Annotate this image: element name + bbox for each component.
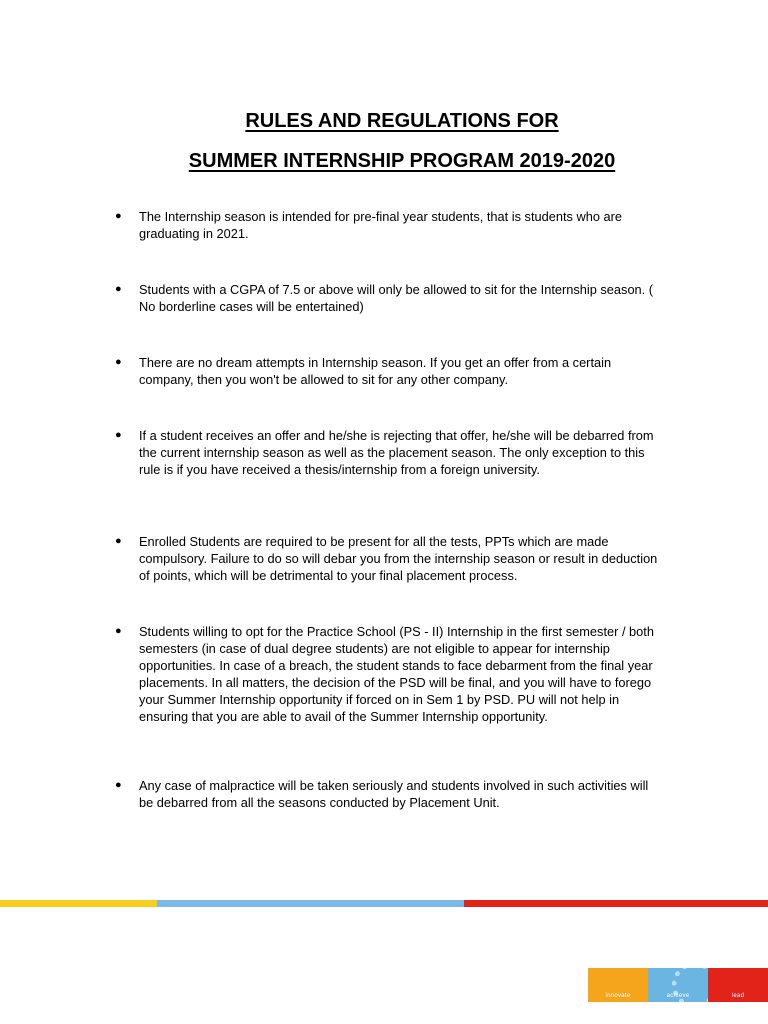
logo-segment-orange <box>588 968 648 1002</box>
rule-item <box>115 427 660 478</box>
rule-item <box>115 208 660 242</box>
rule-text: There are no dream attempts in Internship season. If you get an offer from a certain company, then you won't be allowed to sit for any other company. <box>139 355 612 387</box>
rule-text: Students with a CGPA of 7.5 or above will only be allowed to sit for the Internship season. ( No borderline cases will be entertained) <box>139 282 654 314</box>
rule-text: The Internship season is intended for pre-final year students, that is students who are graduating in 2021. <box>139 209 623 241</box>
logo-segment-blue <box>648 968 708 1002</box>
logo-word-innovate: innovate <box>605 993 631 999</box>
bullet-icon: ● <box>115 625 122 637</box>
rule-item <box>115 533 660 584</box>
logo-word-lead: lead <box>731 993 745 999</box>
bullet-icon: ● <box>115 283 122 295</box>
bullet-icon: ● <box>115 429 122 441</box>
university-logo <box>588 968 768 1002</box>
rule-item <box>115 623 660 725</box>
rule-item <box>115 354 660 388</box>
footer-stripe-yellow <box>0 900 157 907</box>
rule-item <box>115 281 660 315</box>
rule-text: Any case of malpractice will be taken seriously and students involved in such activities will be debarred from all the seasons conducted by Placement Unit. <box>139 778 649 810</box>
logo-segment-red <box>708 968 768 1002</box>
rule-text: Enrolled Students are required to be present for all the tests, PPTs which are made compulsory. Failure to do so will debar you from the internship season or result in deduction of points, which will be detrimental to your final placement process. <box>139 534 658 583</box>
rule-text: If a student receives an offer and he/she is rejecting that offer, he/she will be debarred from the current internship season as well as the placement season. The only exception to this rule is if you have received a thesis/internship from a foreign university. <box>139 428 654 477</box>
footer-stripe-red <box>464 900 768 907</box>
title-line-2: SUMMER INTERNSHIP PROGRAM 2019-2020 <box>188 150 616 172</box>
rule-text: Students willing to opt for the Practice School (PS - II) Internship in the first semester / both semesters (in case of dual degree students) are not eligible to appear for internship opportunities. In case of a breach, the student stands to face debarment from the final year placements. In all matters, the decision of the PSD will be final, and you will have to forego your Summer Internship opportunity if forced on in Sem 1 by PSD. PU will not help in ensuring that you are able to avail of the Summer Internship opportunity. <box>139 624 654 724</box>
footer-stripe-blue <box>157 900 464 907</box>
bullet-icon: ● <box>115 779 122 791</box>
title-line-1: RULES AND REGULATIONS FOR <box>245 110 559 132</box>
bullet-icon: ● <box>115 356 122 368</box>
document-title <box>0 101 768 181</box>
bullet-icon: ● <box>115 535 122 547</box>
rule-item <box>115 777 660 811</box>
bullet-icon: ● <box>115 210 122 222</box>
logo-word-achieve: achieve <box>666 993 690 999</box>
